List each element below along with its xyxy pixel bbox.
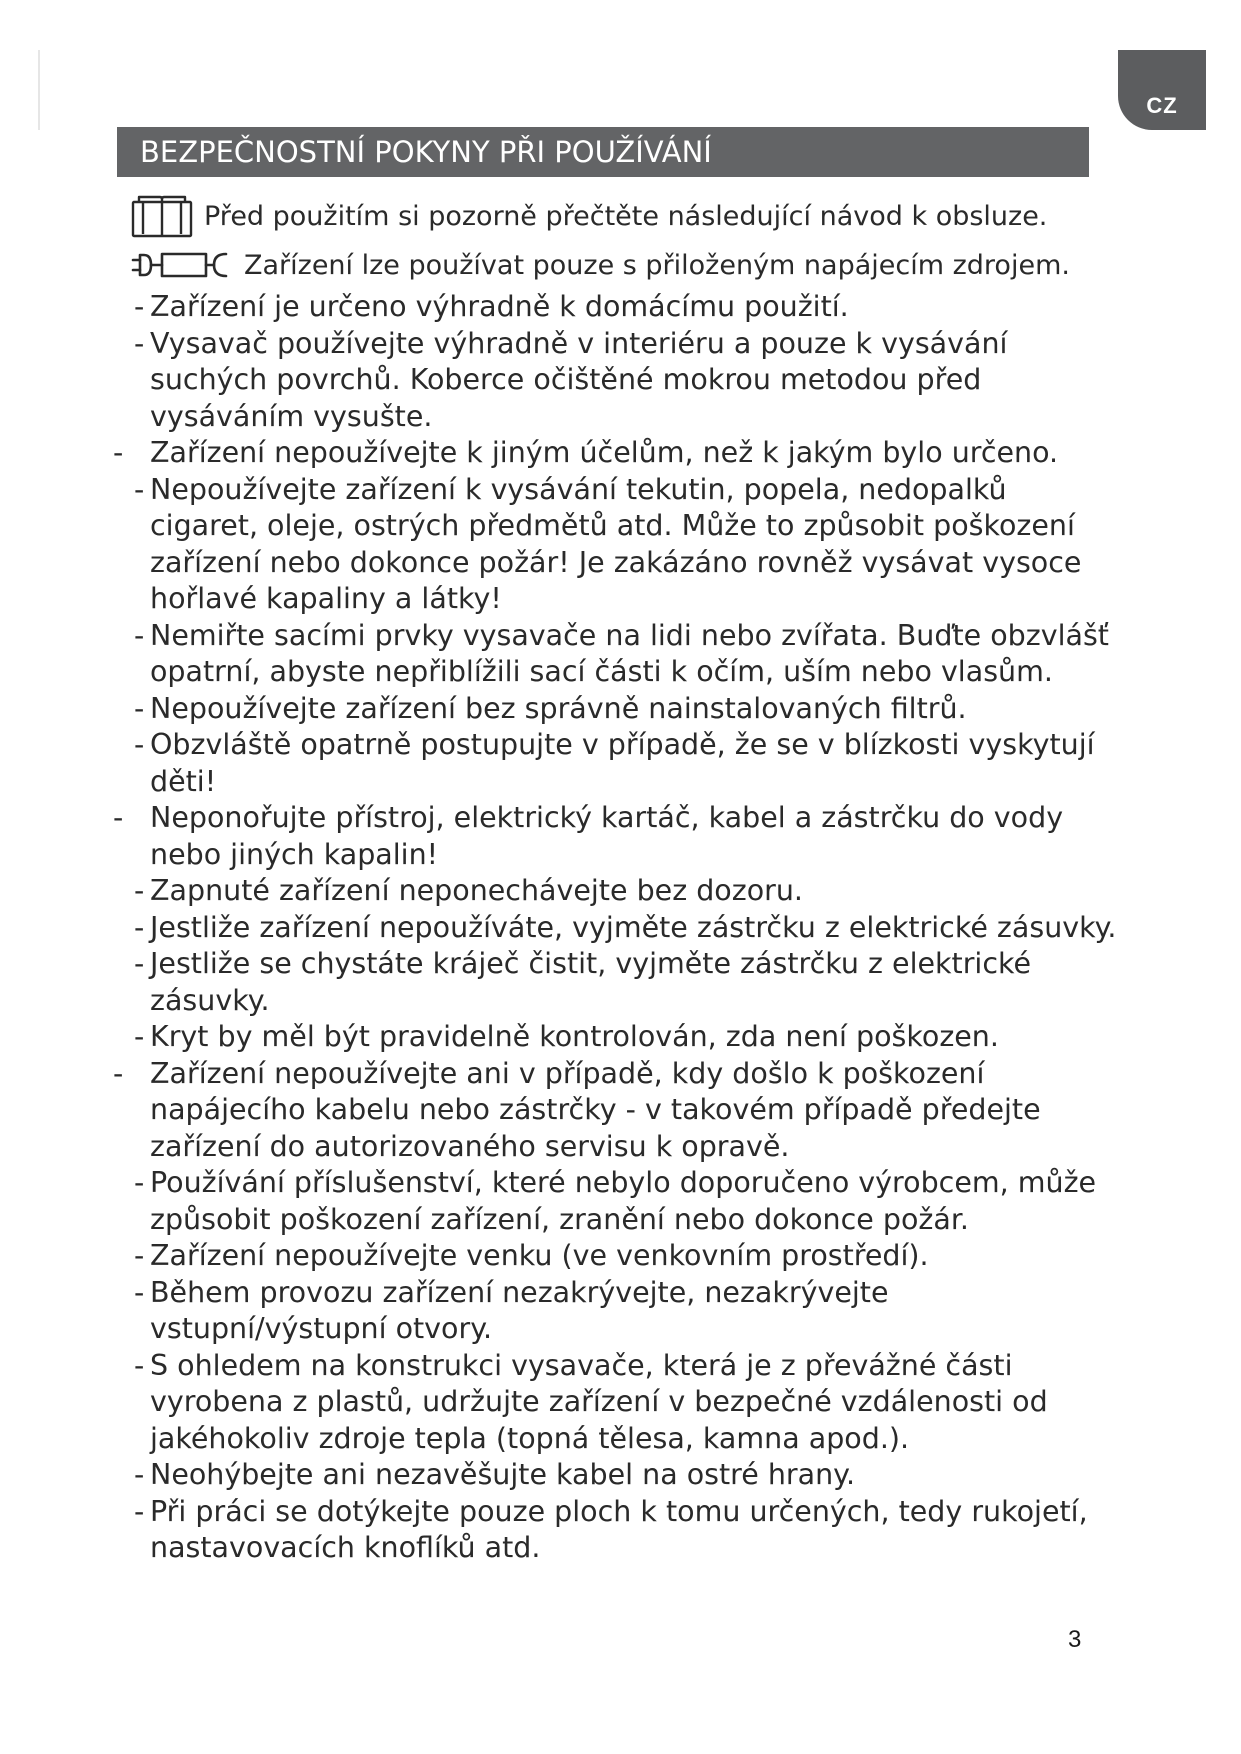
list-item-text: Zařízení nepoužívejte ani v případě, kdy došlo k poškození napájecího kabelu nebo zástrčky - v takovém případě předejte zařízení do autorizovaného servisu k opravě. bbox=[150, 1056, 1041, 1163]
bullet: - bbox=[134, 618, 145, 652]
bullet: - bbox=[113, 801, 124, 834]
bullet: - bbox=[134, 1348, 145, 1382]
bullet: - bbox=[113, 436, 124, 469]
list-item-text: Zařízení nepoužívejte venku (ve venkovním prostředí). bbox=[150, 1239, 929, 1272]
list-item bbox=[110, 472, 1120, 618]
bullet: - bbox=[134, 1239, 145, 1272]
manual-book-icon bbox=[130, 193, 194, 239]
bullet: - bbox=[134, 472, 145, 506]
page-number: 3 bbox=[1068, 1626, 1082, 1653]
list-item bbox=[110, 289, 1120, 326]
list-item-text: Neponořujte přístroj, elektrický kartáč, kabel a zástrčku do vody nebo jiných kapalin! bbox=[150, 801, 1064, 871]
list-item-text: Kryt by měl být pravidelně kontrolován, zda není poškozen. bbox=[150, 1020, 999, 1053]
list-item bbox=[110, 1494, 1120, 1567]
list-item-text: Během provozu zařízení nezakrývejte, nezakrývejte vstupní/výstupní otvory. bbox=[150, 1275, 889, 1345]
list-item bbox=[110, 1348, 1120, 1458]
bullet: - bbox=[134, 1166, 145, 1199]
list-item-text: Neohýbejte ani nezavěšujte kabel na ostré hrany. bbox=[150, 1458, 856, 1491]
list-item-text: Při práci se dotýkejte pouze ploch k tomu určených, tedy rukojetí, nastavovacích knoflíků atd. bbox=[150, 1494, 1088, 1564]
safety-instructions-list bbox=[110, 289, 1120, 1567]
bullet: - bbox=[134, 691, 145, 725]
power-adapter-icon bbox=[130, 250, 234, 280]
list-item-text: Nemiřte sacími prvky vysavače na lidi nebo zvířata. Buďte obzvlášť opatrní, abyste nepřiblížili sací části k očím, uším nebo vlasům. bbox=[150, 618, 1109, 688]
bullet: - bbox=[134, 290, 145, 323]
bullet: - bbox=[134, 874, 145, 907]
list-item bbox=[110, 873, 1120, 910]
language-code: CZ bbox=[1146, 93, 1178, 118]
list-item-text: Nepoužívejte zařízení k vysávání tekutin, popela, nedopalků cigaret, oleje, ostrých předmětů atd. Může to způsobit poškození zařízení nebo dokonce požár! Je zakázáno rovněž vysávat vysoce hořlavé kapaliny a látky! bbox=[150, 472, 1082, 615]
list-item bbox=[110, 910, 1120, 947]
icon-line-text: Před použitím si pozorně přečtěte následující návod k obsluze. bbox=[204, 200, 1048, 232]
bullet: - bbox=[134, 326, 145, 360]
list-item bbox=[110, 727, 1120, 800]
list-item bbox=[110, 1056, 1120, 1166]
list-item-text: S ohledem na konstrukci vysavače, která je z převážné části vyrobena z plastů, udržujte zařízení v bezpečné vzdálenosti od jakéhokoliv zdroje tepla (topná tělesa, kamna apod.). bbox=[150, 1348, 1048, 1455]
list-item-text: Jestliže se chystáte kráječ čistit, vyjměte zástrčku z elektrické zásuvky. bbox=[150, 947, 1032, 1017]
bullet: - bbox=[134, 910, 145, 944]
icon-line-text: Zařízení lze používat pouze s přiloženým napájecím zdrojem. bbox=[244, 249, 1070, 281]
list-item bbox=[110, 1275, 1120, 1348]
power-supply-notice bbox=[130, 246, 1070, 284]
bullet: - bbox=[134, 1275, 145, 1309]
list-item-text: Zapnuté zařízení neponechávejte bez dozoru. bbox=[150, 874, 803, 907]
section-title: BEZPEČNOSTNÍ POKYNY PŘI POUŽÍVÁNÍ bbox=[140, 135, 712, 169]
list-item bbox=[110, 618, 1120, 691]
section-header bbox=[117, 127, 1089, 177]
list-item-text: Vysavač používejte výhradně v interiéru a pouze k vysávání suchých povrchů. Koberce očištěné mokrou metodou před vysáváním vysušte. bbox=[150, 326, 1008, 433]
bullet: - bbox=[134, 1458, 145, 1491]
read-manual-notice bbox=[130, 193, 1047, 239]
list-item bbox=[110, 326, 1120, 436]
bullet: - bbox=[134, 1020, 145, 1053]
list-item-text: Používání příslušenství, které nebylo doporučeno výrobcem, může způsobit poškození zařízení, zranění nebo dokonce požár. bbox=[150, 1166, 1097, 1236]
list-item bbox=[110, 1238, 1120, 1275]
list-item bbox=[110, 800, 1120, 873]
bullet: - bbox=[134, 947, 145, 980]
list-item-text: Jestliže zařízení nepoužíváte, vyjměte zástrčku z elektrické zásuvky. bbox=[150, 910, 1117, 944]
list-item bbox=[110, 1019, 1120, 1056]
list-item bbox=[110, 1165, 1120, 1238]
page-edge-mark bbox=[38, 50, 40, 130]
list-item bbox=[110, 435, 1120, 472]
bullet: - bbox=[134, 1494, 145, 1528]
list-item-text: Zařízení nepoužívejte k jiným účelům, než k jakým bylo určeno. bbox=[150, 436, 1059, 469]
list-item-text: Zařízení je určeno výhradně k domácímu použití. bbox=[150, 290, 849, 323]
list-item bbox=[110, 946, 1120, 1019]
list-item bbox=[110, 1457, 1120, 1494]
bullet: - bbox=[134, 728, 145, 761]
language-tab bbox=[1118, 50, 1206, 130]
bullet: - bbox=[113, 1056, 124, 1090]
list-item bbox=[110, 691, 1120, 728]
list-item-text: Nepoužívejte zařízení bez správně nainstalovaných filtrů. bbox=[150, 691, 967, 725]
list-item-text: Obzvláště opatrně postupujte v případě, že se v blízkosti vyskytují děti! bbox=[150, 728, 1095, 798]
